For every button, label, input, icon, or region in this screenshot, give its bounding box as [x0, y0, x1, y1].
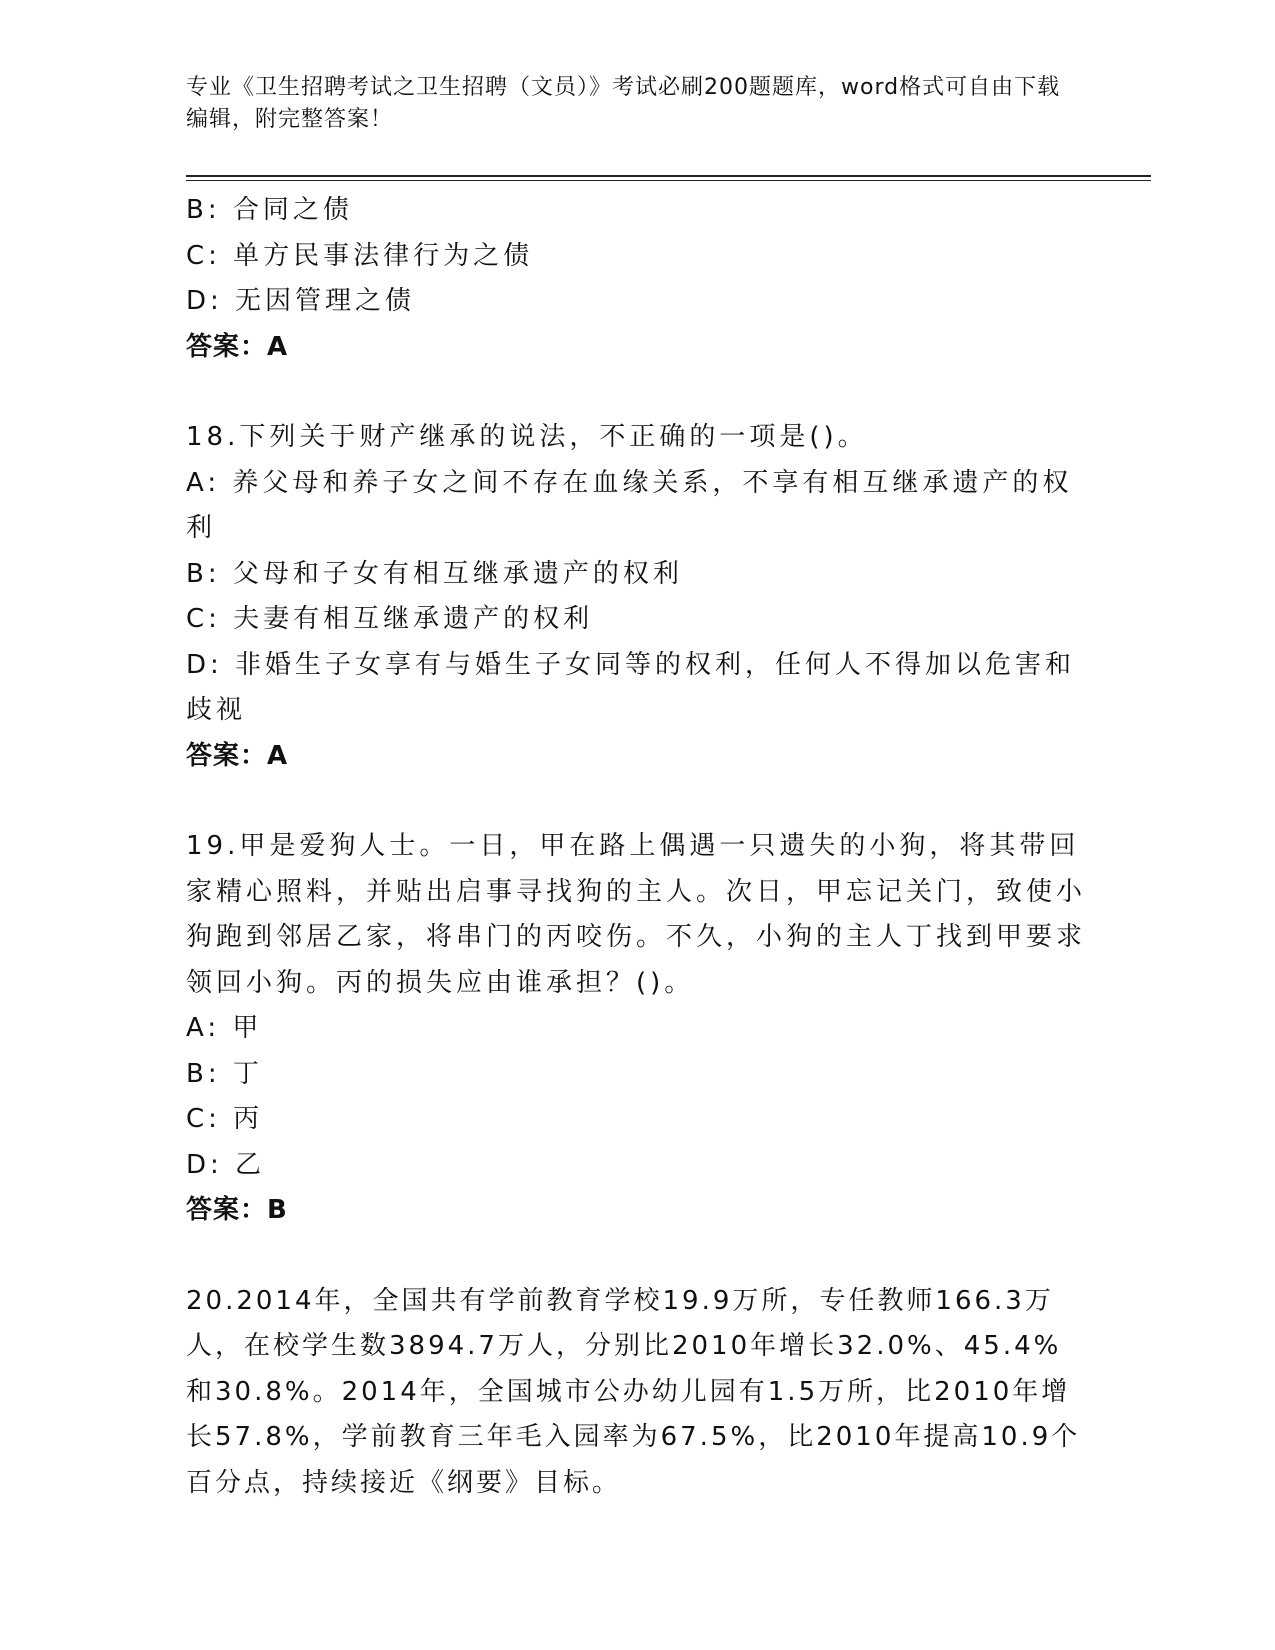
header-rule: [186, 175, 1151, 177]
option-d: D: 无因管理之债: [186, 286, 416, 316]
question-20: [186, 1279, 1086, 1507]
answer: 答案：A: [186, 740, 289, 771]
question-text: 20.2014年，全国共有学前教育学校19.9万所，专任教师166.3万人，在校学生数3894.7万人，分别比2010年增长32.0%、45.4%和30.8%。2014年，全国城市公办幼儿园有1.5万所，比2010年增长57.8%，学前教育三年毛入园率为67.5%，比2010年提高10.9个百分点，持续接近《纲要》目标。: [186, 1285, 1081, 1498]
question-content: [186, 188, 1086, 1506]
option-d: D: 非婚生子女享有与婚生子女同等的权利，任何人不得加以危害和歧视: [186, 649, 1076, 725]
question-text: 18.下列关于财产继承的说法，不正确的一项是()。: [186, 422, 868, 452]
option-c: C: 丙: [186, 1104, 264, 1134]
answer: 答案：A: [186, 331, 289, 362]
option-c: C: 单方民事法律行为之债: [186, 240, 534, 271]
question-text: 19.甲是爱狗人士。一日，甲在路上偶遇一只遗失的小狗，将其带回家精心照料，并贴出启事寻找狗的主人。次日，甲忘记关门，致使小狗跑到邻居乙家，将串门的丙咬伤。不久，小狗的主人丁找到甲要求领回小狗。丙的损失应由谁承担？()。: [186, 831, 1087, 998]
question-18: [186, 415, 1086, 779]
answer: 答案：B: [186, 1195, 288, 1225]
spacer: [186, 779, 1086, 824]
option-a: A: 甲: [186, 1013, 263, 1043]
spacer: [186, 370, 1086, 415]
option-b: B: 父母和子女有相互继承遗产的权利: [186, 558, 683, 589]
option-a: A: 养父母和养子女之间不存在血缘关系，不享有相互继承遗产的权利: [186, 467, 1073, 543]
option-b: B: 合同之债: [186, 195, 353, 225]
option-b: B: 丁: [186, 1058, 263, 1089]
option-c: C: 夫妻有相互继承遗产的权利: [186, 604, 594, 634]
question-17-tail: [186, 188, 1086, 370]
page-header: 专业《卫生招聘考试之卫生招聘（文员）》考试必刷200题题库，word格式可自由下载编辑，附完整答案！: [186, 75, 1061, 132]
header-rule-thin: [186, 180, 1151, 181]
spacer: [186, 1234, 1086, 1279]
option-d: D: 乙: [186, 1149, 266, 1180]
question-19: [186, 824, 1086, 1234]
